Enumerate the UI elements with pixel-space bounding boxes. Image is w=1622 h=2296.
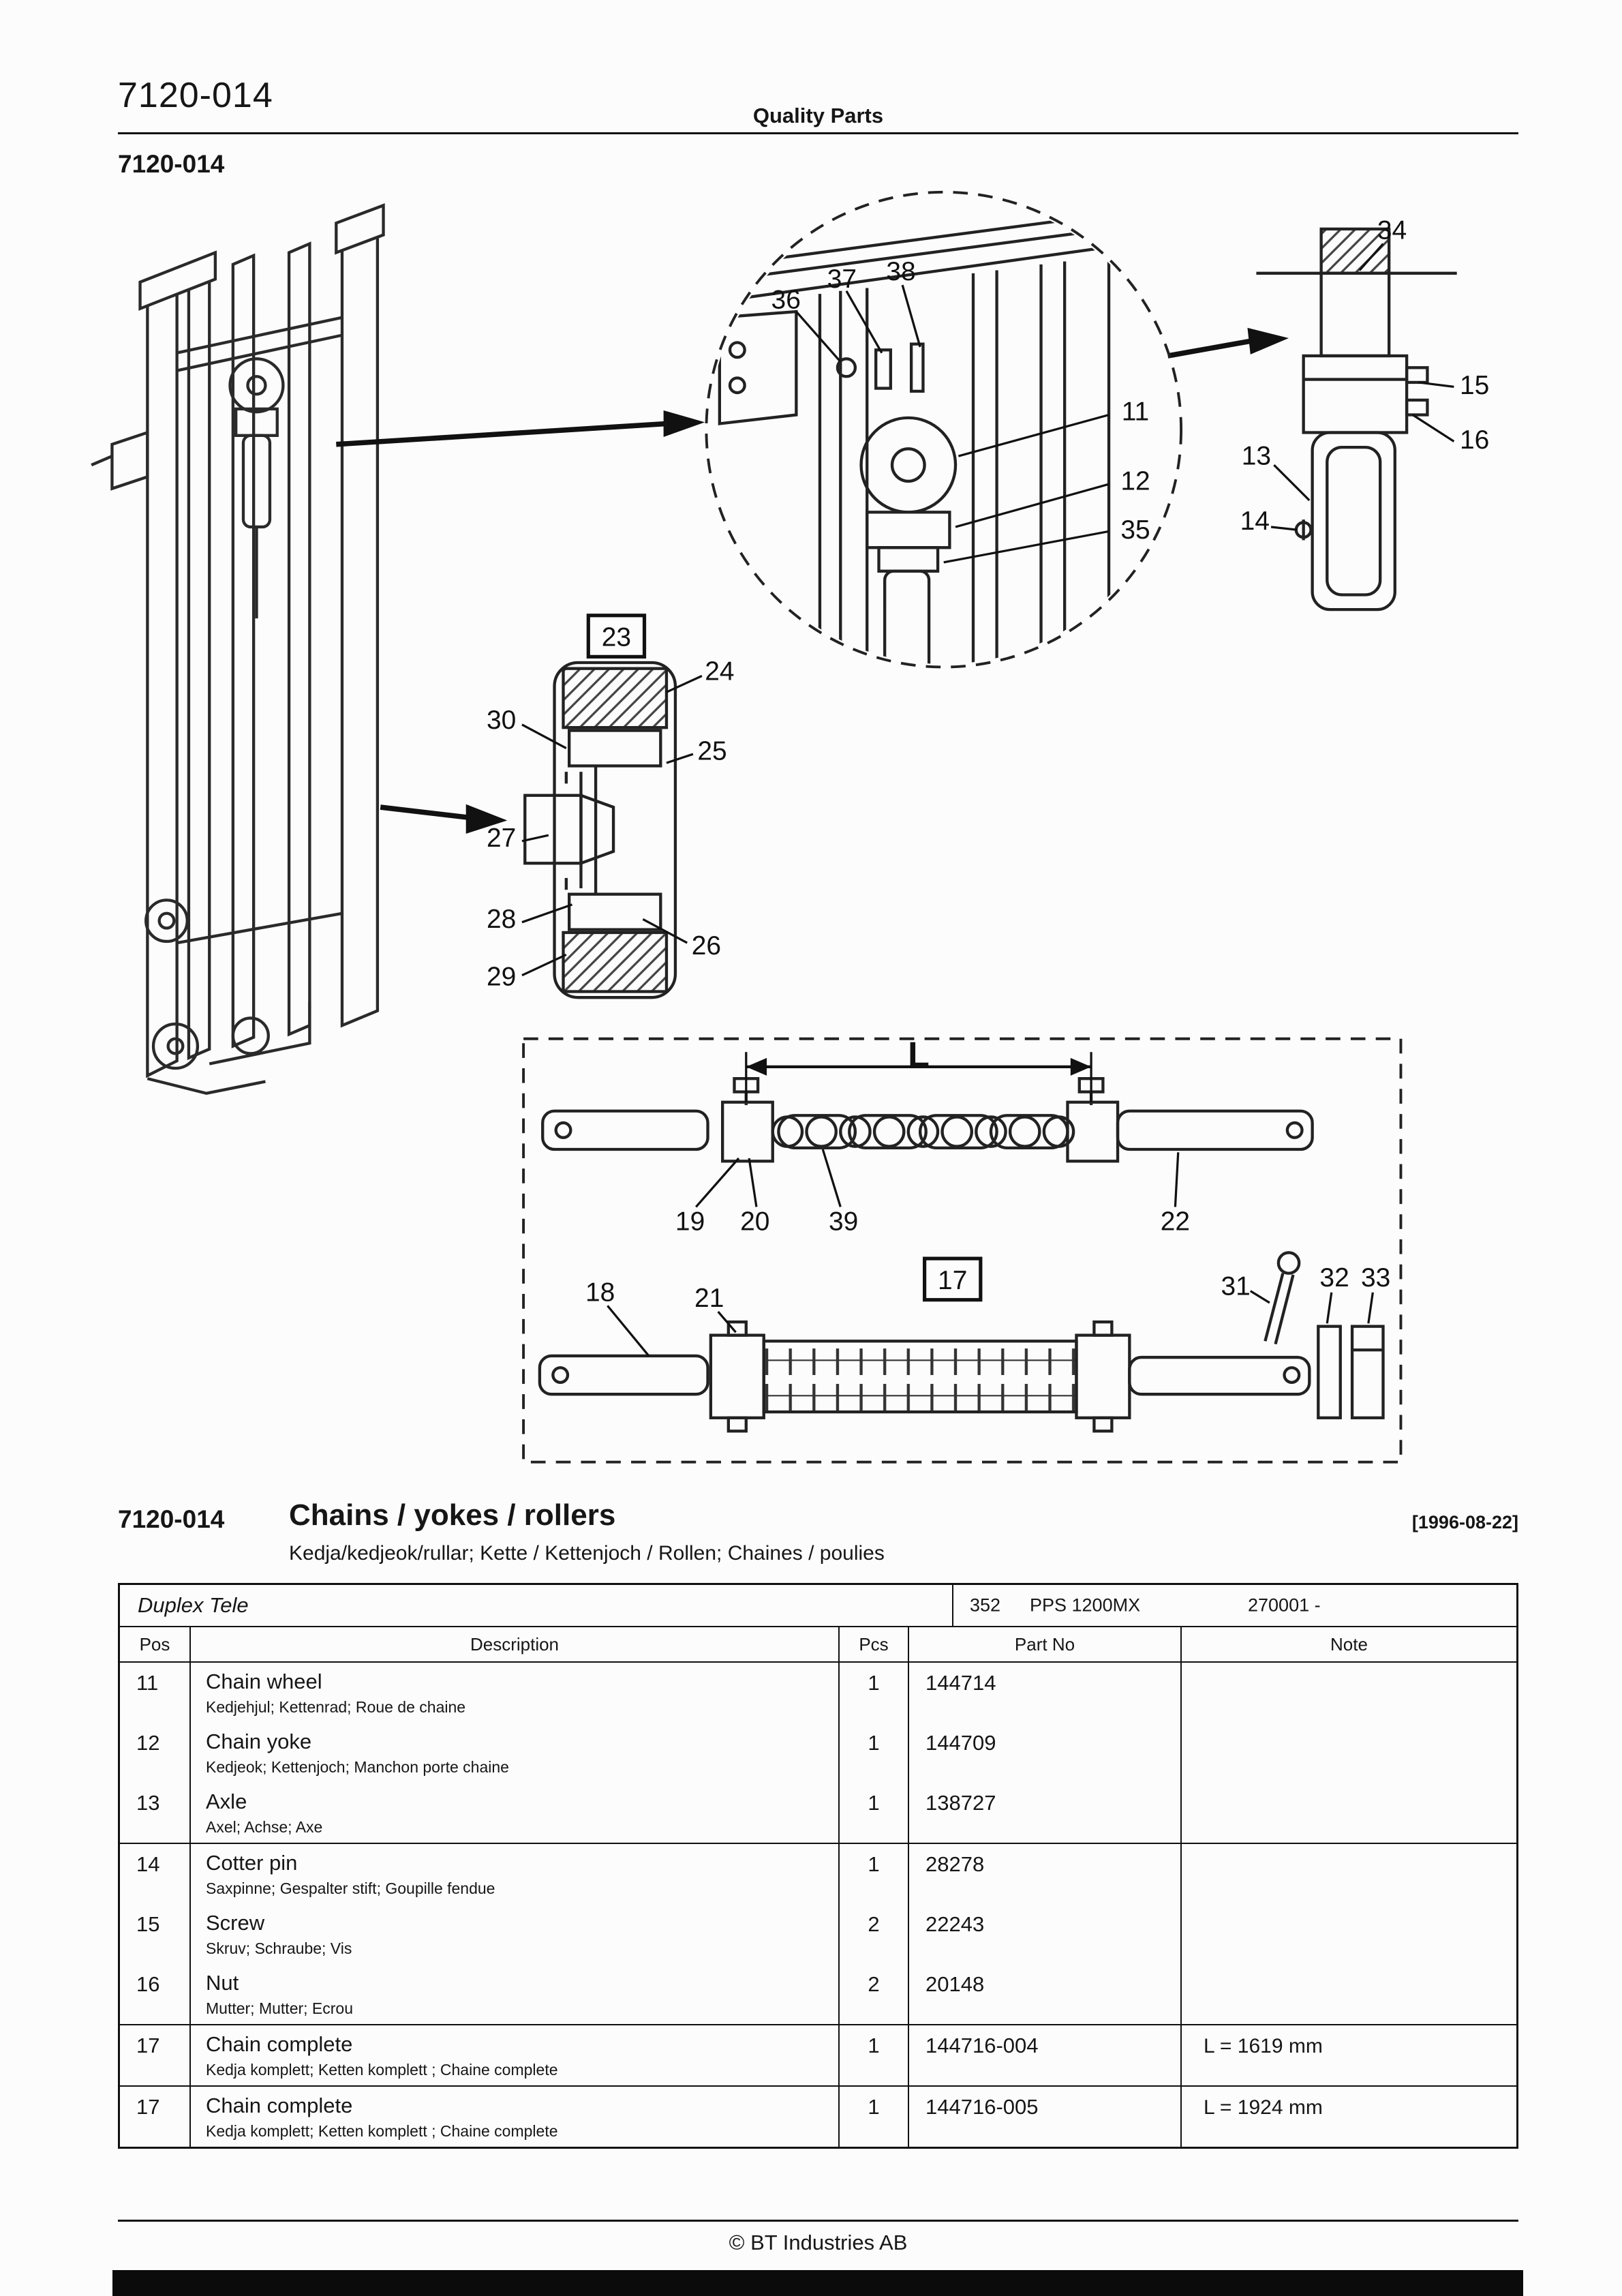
- header-center-label: Quality Parts: [752, 104, 884, 127]
- row-description-alt: Kedjeok; Kettenjoch; Manchon porte chaine: [206, 1758, 509, 1776]
- row-description-main: Chain complete: [206, 2032, 353, 2056]
- roller-section-drawing: [525, 663, 675, 997]
- callout-30: 30: [486, 705, 517, 735]
- serial-range: 270001 -: [1248, 1595, 1321, 1616]
- row-description: [191, 2025, 840, 2085]
- row-part-no: 144716-005: [909, 2087, 1182, 2147]
- row-description-alt: Axel; Achse; Axe: [206, 1818, 323, 1836]
- footer-rule: [118, 2220, 1518, 2222]
- row-note: [1182, 1904, 1516, 1964]
- page-code: 7120-014: [118, 150, 225, 178]
- row-description: [191, 1844, 840, 1904]
- table-header-row: [120, 1627, 1516, 1663]
- row-note: [1182, 1783, 1516, 1843]
- callout-37: 37: [827, 264, 857, 294]
- row-pos: 15: [120, 1904, 191, 1964]
- table-row: [120, 1723, 1516, 1783]
- table-row: [120, 2025, 1516, 2085]
- callout-13: 13: [1241, 441, 1272, 471]
- row-description-main: Nut: [206, 1971, 239, 1995]
- row-description-main: Chain wheel: [206, 1670, 322, 1693]
- row-description: [191, 2087, 840, 2147]
- callout-14: 14: [1240, 506, 1270, 536]
- table-row: [120, 1964, 1516, 2024]
- row-pcs: 1: [840, 1663, 909, 1723]
- row-pos: 17: [120, 2087, 191, 2147]
- header-part-no: Part No: [909, 1627, 1182, 1661]
- callout-27: 27: [486, 823, 517, 853]
- row-description: [191, 1964, 840, 2024]
- callout-leaders: [522, 244, 1454, 1356]
- section-date: [1996-08-22]: [1411, 1512, 1518, 1532]
- row-pcs: 2: [840, 1904, 909, 1964]
- parts-diagram: [0, 176, 1622, 1492]
- row-description: [191, 1663, 840, 1723]
- row-pos: 12: [120, 1723, 191, 1783]
- row-note: [1182, 1663, 1516, 1723]
- callout-35: 35: [1120, 515, 1150, 545]
- document-number: 7120-014: [118, 76, 273, 115]
- row-pcs: 1: [840, 1844, 909, 1904]
- mast-drawing: [91, 205, 383, 1093]
- row-part-no: 144709: [909, 1723, 1182, 1783]
- row-part-no: 144714: [909, 1663, 1182, 1723]
- bushings-drawing: [1318, 1327, 1383, 1418]
- parts-table: [118, 1583, 1518, 2149]
- row-description: [191, 1723, 840, 1783]
- row-pos: 17: [120, 2025, 191, 2085]
- table-group: [120, 2085, 1516, 2147]
- row-pcs: 2: [840, 1964, 909, 2024]
- table-variant-band: [120, 1585, 1516, 1627]
- row-description-alt: Saxpinne; Gespalter stift; Goupille fendue: [206, 1879, 495, 1897]
- header-description: Description: [191, 1627, 840, 1661]
- header-note: Note: [1330, 1633, 1368, 1655]
- callout-22: 22: [1160, 1207, 1191, 1237]
- callout-25: 25: [697, 736, 727, 766]
- row-pos: 13: [120, 1783, 191, 1843]
- callout-32: 32: [1319, 1263, 1349, 1293]
- row-note: [1182, 1844, 1516, 1904]
- copyright-text: © BT Industries AB: [729, 2231, 908, 2254]
- callout-38: 38: [886, 257, 916, 287]
- header-pcs: Pcs: [840, 1627, 909, 1661]
- row-description-main: Chain complete: [206, 2094, 353, 2117]
- table-group: [120, 1663, 1516, 1843]
- callout-15: 15: [1459, 370, 1490, 400]
- row-pcs: 1: [840, 1783, 909, 1843]
- callout-21: 21: [694, 1284, 724, 1314]
- row-note: L = 1619 mm: [1204, 2035, 1323, 2057]
- row-note: [1182, 1723, 1516, 1783]
- row-pcs: 1: [840, 2025, 909, 2085]
- callout-39: 39: [828, 1207, 859, 1237]
- callout-29: 29: [486, 962, 517, 992]
- type-code: 352: [970, 1595, 1001, 1616]
- header-pos: Pos: [120, 1627, 191, 1661]
- type-name: PPS 1200MX: [1030, 1595, 1141, 1616]
- callout-34: 34: [1377, 215, 1407, 245]
- variant-name: Duplex Tele: [120, 1585, 953, 1626]
- table-row: [120, 2087, 1516, 2147]
- row-description: [191, 1904, 840, 1964]
- row-description-alt: Kedja komplett; Ketten komplett ; Chaine complete: [206, 2061, 558, 2079]
- callout-28: 28: [486, 904, 517, 934]
- row-pcs: 1: [840, 1723, 909, 1783]
- cotter-pin-drawing: [1265, 1252, 1299, 1344]
- row-note: L = 1924 mm: [1204, 2096, 1323, 2119]
- callout-18: 18: [585, 1278, 615, 1308]
- section-title: Chains / yokes / rollers: [289, 1498, 616, 1532]
- row-pcs: 1: [840, 2087, 909, 2147]
- callout-33: 33: [1361, 1263, 1391, 1293]
- row-description-alt: Skruv; Schraube; Vis: [206, 1939, 352, 1957]
- row-part-no: 144716-004: [909, 2025, 1182, 2085]
- table-row: [120, 1663, 1516, 1723]
- row-description-alt: Mutter; Mutter; Ecrou: [206, 1999, 354, 2017]
- table-row: [120, 1904, 1516, 1964]
- row-description-main: Screw: [206, 1911, 265, 1935]
- callout-16: 16: [1459, 425, 1490, 455]
- callout-19: 19: [675, 1207, 705, 1237]
- row-description-main: Chain yoke: [206, 1729, 312, 1753]
- row-description-alt: Kedja komplett; Ketten komplett ; Chaine complete: [206, 2122, 558, 2140]
- row-description: [191, 1783, 840, 1843]
- callout-23: 23: [601, 622, 632, 652]
- dimension-L-label: L: [908, 1035, 930, 1075]
- header-rule: [118, 132, 1518, 134]
- callout-36: 36: [771, 285, 801, 315]
- row-part-no: 138727: [909, 1783, 1182, 1843]
- callout-31: 31: [1221, 1271, 1251, 1301]
- table-row: [120, 1783, 1516, 1843]
- row-part-no: 28278: [909, 1844, 1182, 1904]
- row-description-main: Cotter pin: [206, 1851, 298, 1875]
- row-description-alt: Kedjehjul; Kettenrad; Roue de chaine: [206, 1698, 466, 1716]
- callout-26: 26: [691, 931, 722, 961]
- callout-17: 17: [938, 1266, 968, 1296]
- table-group: [120, 1843, 1516, 2024]
- row-part-no: 20148: [909, 1964, 1182, 2024]
- section-subtitle: Kedja/kedjeok/rullar; Kette / Kettenjoch / Rollen; Chaines / poulies: [289, 1542, 885, 1565]
- row-note: [1182, 1964, 1516, 2024]
- callout-24: 24: [705, 656, 735, 686]
- row-pos: 14: [120, 1844, 191, 1904]
- table-row: [120, 1844, 1516, 1904]
- row-pos: 16: [120, 1964, 191, 2024]
- detail-circle-drawing: [706, 192, 1181, 675]
- chain-top-drawing: [542, 1078, 1312, 1161]
- page-bottom-bar: [112, 2270, 1523, 2296]
- section-number: 7120-014: [118, 1505, 225, 1533]
- row-part-no: 22243: [909, 1904, 1182, 1964]
- table-group: [120, 2024, 1516, 2085]
- callout-12: 12: [1120, 466, 1150, 496]
- callout-11: 11: [1121, 397, 1150, 427]
- variant-meta: [953, 1585, 1516, 1626]
- chain-bottom-drawing: [540, 1322, 1309, 1431]
- row-description-main: Axle: [206, 1789, 247, 1813]
- callout-20: 20: [740, 1207, 770, 1237]
- yoke-detail-drawing: [1256, 229, 1456, 609]
- row-pos: 11: [120, 1663, 191, 1723]
